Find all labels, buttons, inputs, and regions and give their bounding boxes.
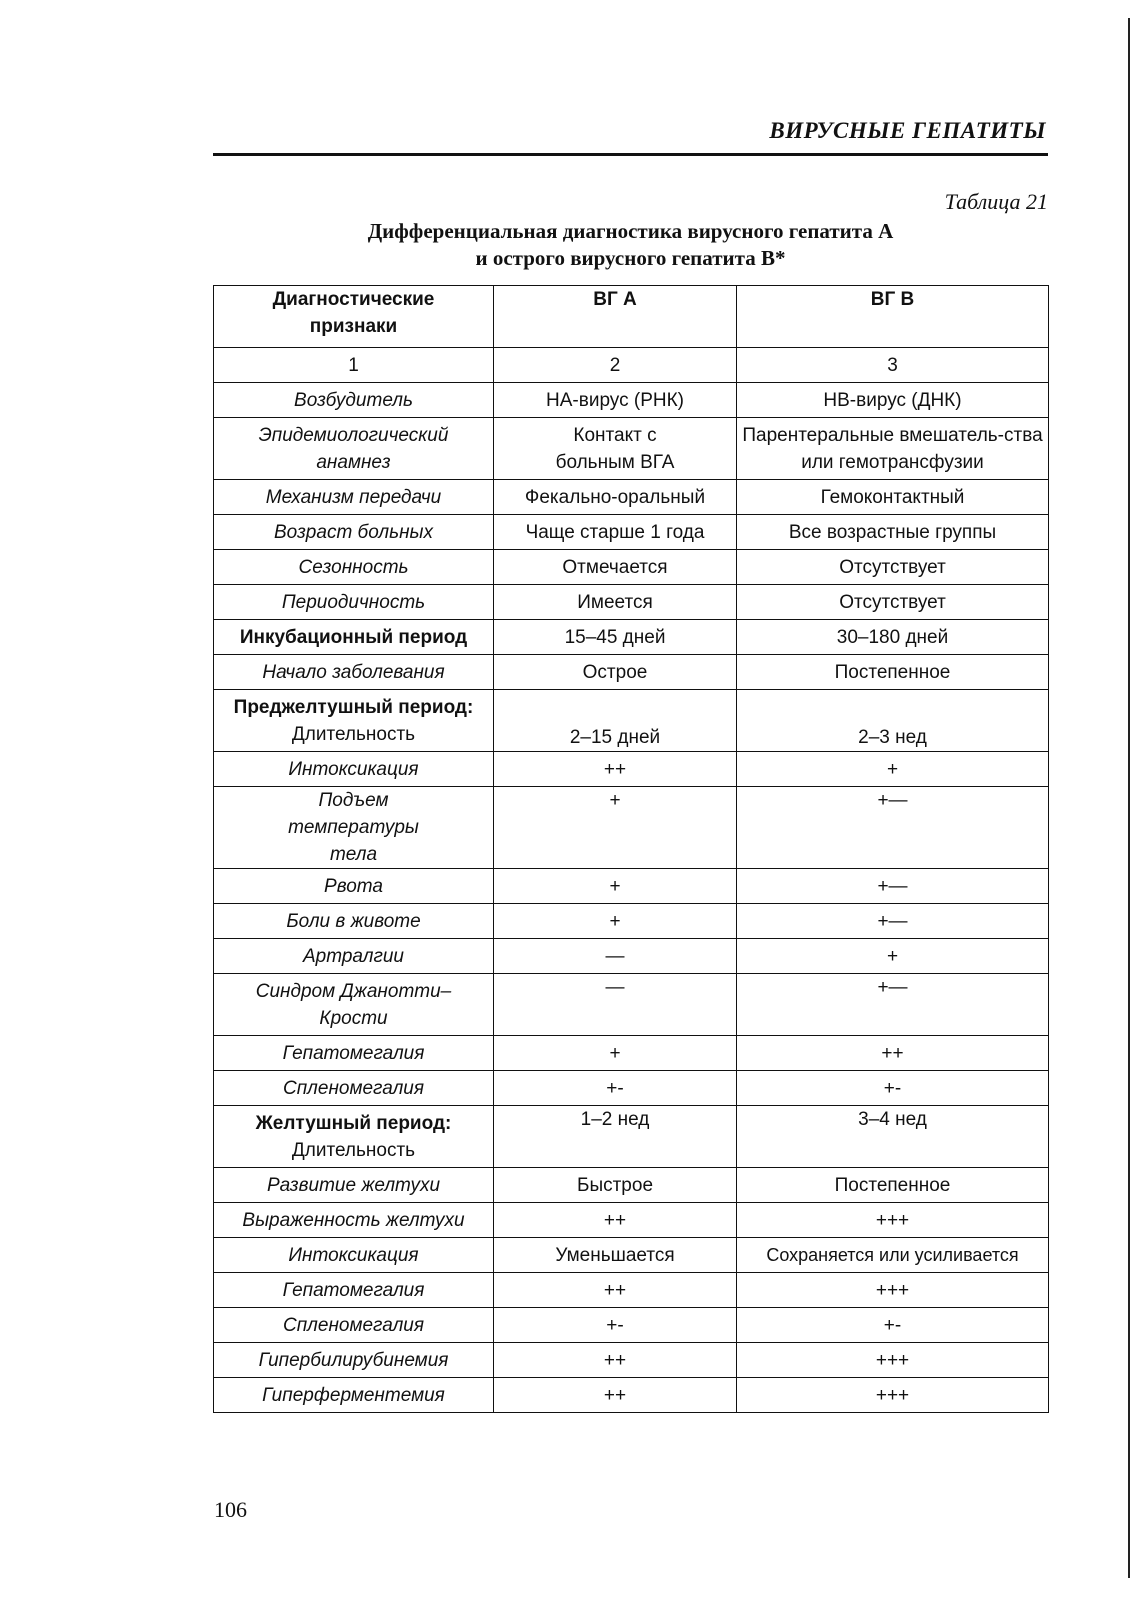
row-sign bbox=[214, 690, 494, 752]
row-value-vga: 2–15 дней bbox=[494, 690, 737, 752]
row-sign bbox=[214, 869, 494, 904]
table-title-line-1: Дифференциальная диагностика вирусного гепатита А bbox=[367, 219, 894, 243]
page-number: 106 bbox=[214, 1497, 247, 1522]
row-value-vgb: +- bbox=[737, 1071, 1049, 1106]
row-sign bbox=[214, 620, 494, 655]
row-sign-label: Боли в животе bbox=[286, 910, 421, 932]
table-row bbox=[214, 1378, 1049, 1413]
table-row bbox=[214, 1308, 1049, 1343]
table-title bbox=[213, 218, 1048, 272]
row-value-vgb: +++ bbox=[737, 1378, 1049, 1413]
row-value-vgb: +++ bbox=[737, 1343, 1049, 1378]
row-sign-label: Эпидемиологический анамнез bbox=[258, 424, 449, 473]
row-sign bbox=[214, 1378, 494, 1413]
row-value-vgb: Постепенное bbox=[737, 1168, 1049, 1203]
row-sign-label: Гепатомегалия bbox=[282, 1279, 425, 1301]
row-sign bbox=[214, 904, 494, 939]
table-row bbox=[214, 515, 1049, 550]
row-sign-label: Рвота bbox=[324, 875, 383, 897]
row-sign-label: Преджелтушный период: bbox=[233, 696, 474, 718]
row-sign-label: Артралгии bbox=[303, 945, 404, 967]
row-value-vga: Чаще старше 1 года bbox=[494, 515, 737, 550]
row-value-vgb: 30–180 дней bbox=[737, 620, 1049, 655]
table-row bbox=[214, 690, 1049, 752]
row-value-vga: Уменьшается bbox=[494, 1238, 737, 1273]
row-sign bbox=[214, 1106, 494, 1168]
row-sign bbox=[214, 1343, 494, 1378]
row-sign bbox=[214, 1071, 494, 1106]
row-sign bbox=[214, 939, 494, 974]
row-value-vga: — bbox=[494, 974, 737, 1036]
row-value-vga: ++ bbox=[494, 752, 737, 787]
row-value-vga: Фекально-оральный bbox=[494, 480, 737, 515]
row-sign-label: Спленомегалия bbox=[282, 1314, 424, 1336]
row-sign-label: Гиперферментемия bbox=[262, 1384, 445, 1406]
row-sign bbox=[214, 655, 494, 690]
table-row bbox=[214, 620, 1049, 655]
row-sign bbox=[214, 480, 494, 515]
table-row bbox=[214, 1203, 1049, 1238]
table-row bbox=[214, 1273, 1049, 1308]
row-sign bbox=[214, 787, 494, 869]
row-value-vgb: +++ bbox=[737, 1273, 1049, 1308]
row-sign-label: Инкубационный период bbox=[239, 626, 468, 648]
row-sign-label: Периодичность bbox=[281, 591, 426, 613]
row-sign bbox=[214, 1273, 494, 1308]
column-header-signs: Диагностические признаки bbox=[214, 286, 494, 348]
row-value-vgb: +- bbox=[737, 1308, 1049, 1343]
row-value-vga: + bbox=[494, 904, 737, 939]
row-value-vgb: 3–4 нед bbox=[737, 1106, 1049, 1168]
row-value-vgb: Постепенное bbox=[737, 655, 1049, 690]
row-value-vgb: +++ bbox=[737, 1203, 1049, 1238]
row-value-vgb: 2–3 нед bbox=[737, 690, 1049, 752]
table-row bbox=[214, 585, 1049, 620]
row-sign-label: Гипербилирубинемия bbox=[258, 1349, 449, 1371]
row-value-vga: Контакт с больным ВГА bbox=[494, 418, 737, 480]
table-row bbox=[214, 904, 1049, 939]
row-value-vgb: Отсутствует bbox=[737, 550, 1049, 585]
table-title-line-2: и острого вирусного гепатита В* bbox=[475, 246, 786, 270]
row-value-vga: + bbox=[494, 787, 737, 869]
row-sign-label: Выраженность желтухи bbox=[242, 1209, 465, 1231]
row-value-vgb: Гемоконтактный bbox=[737, 480, 1049, 515]
row-value-vga: 15–45 дней bbox=[494, 620, 737, 655]
row-sign bbox=[214, 1168, 494, 1203]
row-value-vga: Острое bbox=[494, 655, 737, 690]
row-sign-label: Возбудитель bbox=[294, 389, 413, 411]
row-value-vgb: Отсутствует bbox=[737, 585, 1049, 620]
table-row bbox=[214, 480, 1049, 515]
column-number-3: 3 bbox=[737, 348, 1049, 383]
row-sign-sublabel: Длительность bbox=[291, 723, 416, 745]
row-sign-label: Возраст больных bbox=[273, 521, 434, 543]
row-sign bbox=[214, 1238, 494, 1273]
row-sign-label: Желтушный период: bbox=[255, 1112, 452, 1134]
table-row bbox=[214, 752, 1049, 787]
row-sign bbox=[214, 1036, 494, 1071]
column-number-1: 1 bbox=[214, 348, 494, 383]
row-sign-label: Подъем температуры тела bbox=[288, 790, 419, 865]
row-value-vgb: +— bbox=[737, 974, 1049, 1036]
row-value-vgb: Сохраняется или усиливается bbox=[737, 1238, 1049, 1273]
row-sign bbox=[214, 418, 494, 480]
row-sign bbox=[214, 752, 494, 787]
row-value-vga: ++ bbox=[494, 1273, 737, 1308]
row-value-vga: Имеется bbox=[494, 585, 737, 620]
row-sign-label: Спленомегалия bbox=[282, 1077, 424, 1099]
row-value-vga: +- bbox=[494, 1308, 737, 1343]
table-row bbox=[214, 1343, 1049, 1378]
column-number-2: 2 bbox=[494, 348, 737, 383]
row-value-vga: + bbox=[494, 869, 737, 904]
row-sign bbox=[214, 974, 494, 1036]
row-value-vga: Быстрое bbox=[494, 1168, 737, 1203]
table-row bbox=[214, 869, 1049, 904]
table-row bbox=[214, 655, 1049, 690]
table-row bbox=[214, 1238, 1049, 1273]
table-row bbox=[214, 418, 1049, 480]
row-value-vgb: НВ-вирус (ДНК) bbox=[737, 383, 1049, 418]
row-sign-label: Развитие желтухи bbox=[266, 1174, 441, 1196]
row-value-vga: 1–2 нед bbox=[494, 1106, 737, 1168]
table-row bbox=[214, 939, 1049, 974]
row-value-vgb: +— bbox=[737, 904, 1049, 939]
row-sign bbox=[214, 585, 494, 620]
row-sign-label: Механизм передачи bbox=[265, 486, 442, 508]
table-row bbox=[214, 1071, 1049, 1106]
page-edge-line bbox=[1128, 18, 1130, 1578]
row-value-vgb: +— bbox=[737, 869, 1049, 904]
diagnosis-table bbox=[213, 285, 1049, 1413]
table-row bbox=[214, 383, 1049, 418]
table-row bbox=[214, 1168, 1049, 1203]
row-value-vgb: + bbox=[737, 939, 1049, 974]
row-sign-label: Гепатомегалия bbox=[282, 1042, 425, 1064]
row-sign-sublabel: Длительность bbox=[291, 1139, 416, 1161]
row-value-vga: +- bbox=[494, 1071, 737, 1106]
row-value-vga: Отмечается bbox=[494, 550, 737, 585]
row-value-vgb: Парентеральные вмешатель-ства или гемотрансфузии bbox=[737, 418, 1049, 480]
row-sign-label: Интоксикация bbox=[288, 1244, 419, 1266]
header-row bbox=[214, 286, 1049, 348]
row-sign-label: Сезонность bbox=[298, 556, 409, 578]
header-rule bbox=[213, 153, 1048, 156]
row-sign-label: Синдром Джанотти–Крости bbox=[255, 980, 452, 1029]
row-sign-label: Интоксикация bbox=[288, 758, 419, 780]
row-value-vgb: Все возрастные группы bbox=[737, 515, 1049, 550]
row-value-vga: НА-вирус (РНК) bbox=[494, 383, 737, 418]
row-sign bbox=[214, 515, 494, 550]
row-sign bbox=[214, 550, 494, 585]
table-row bbox=[214, 1106, 1049, 1168]
table-row bbox=[214, 787, 1049, 869]
row-sign bbox=[214, 1308, 494, 1343]
row-value-vga: — bbox=[494, 939, 737, 974]
row-sign bbox=[214, 383, 494, 418]
column-number-row bbox=[214, 348, 1049, 383]
row-sign-label: Начало заболевания bbox=[262, 661, 445, 683]
row-value-vgb: ++ bbox=[737, 1036, 1049, 1071]
row-value-vgb: +— bbox=[737, 787, 1049, 869]
column-header-vgb: ВГ В bbox=[737, 286, 1049, 348]
row-value-vga: ++ bbox=[494, 1343, 737, 1378]
row-value-vga: ++ bbox=[494, 1378, 737, 1413]
table-number: Таблица 21 bbox=[944, 189, 1048, 214]
table-row bbox=[214, 974, 1049, 1036]
table-row bbox=[214, 550, 1049, 585]
row-value-vga: ++ bbox=[494, 1203, 737, 1238]
table-row bbox=[214, 1036, 1049, 1071]
row-value-vga: + bbox=[494, 1036, 737, 1071]
column-header-vga: ВГ А bbox=[494, 286, 737, 348]
running-head: ВИРУСНЫЕ ГЕПАТИТЫ bbox=[769, 118, 1046, 143]
row-sign bbox=[214, 1203, 494, 1238]
row-value-vgb: + bbox=[737, 752, 1049, 787]
